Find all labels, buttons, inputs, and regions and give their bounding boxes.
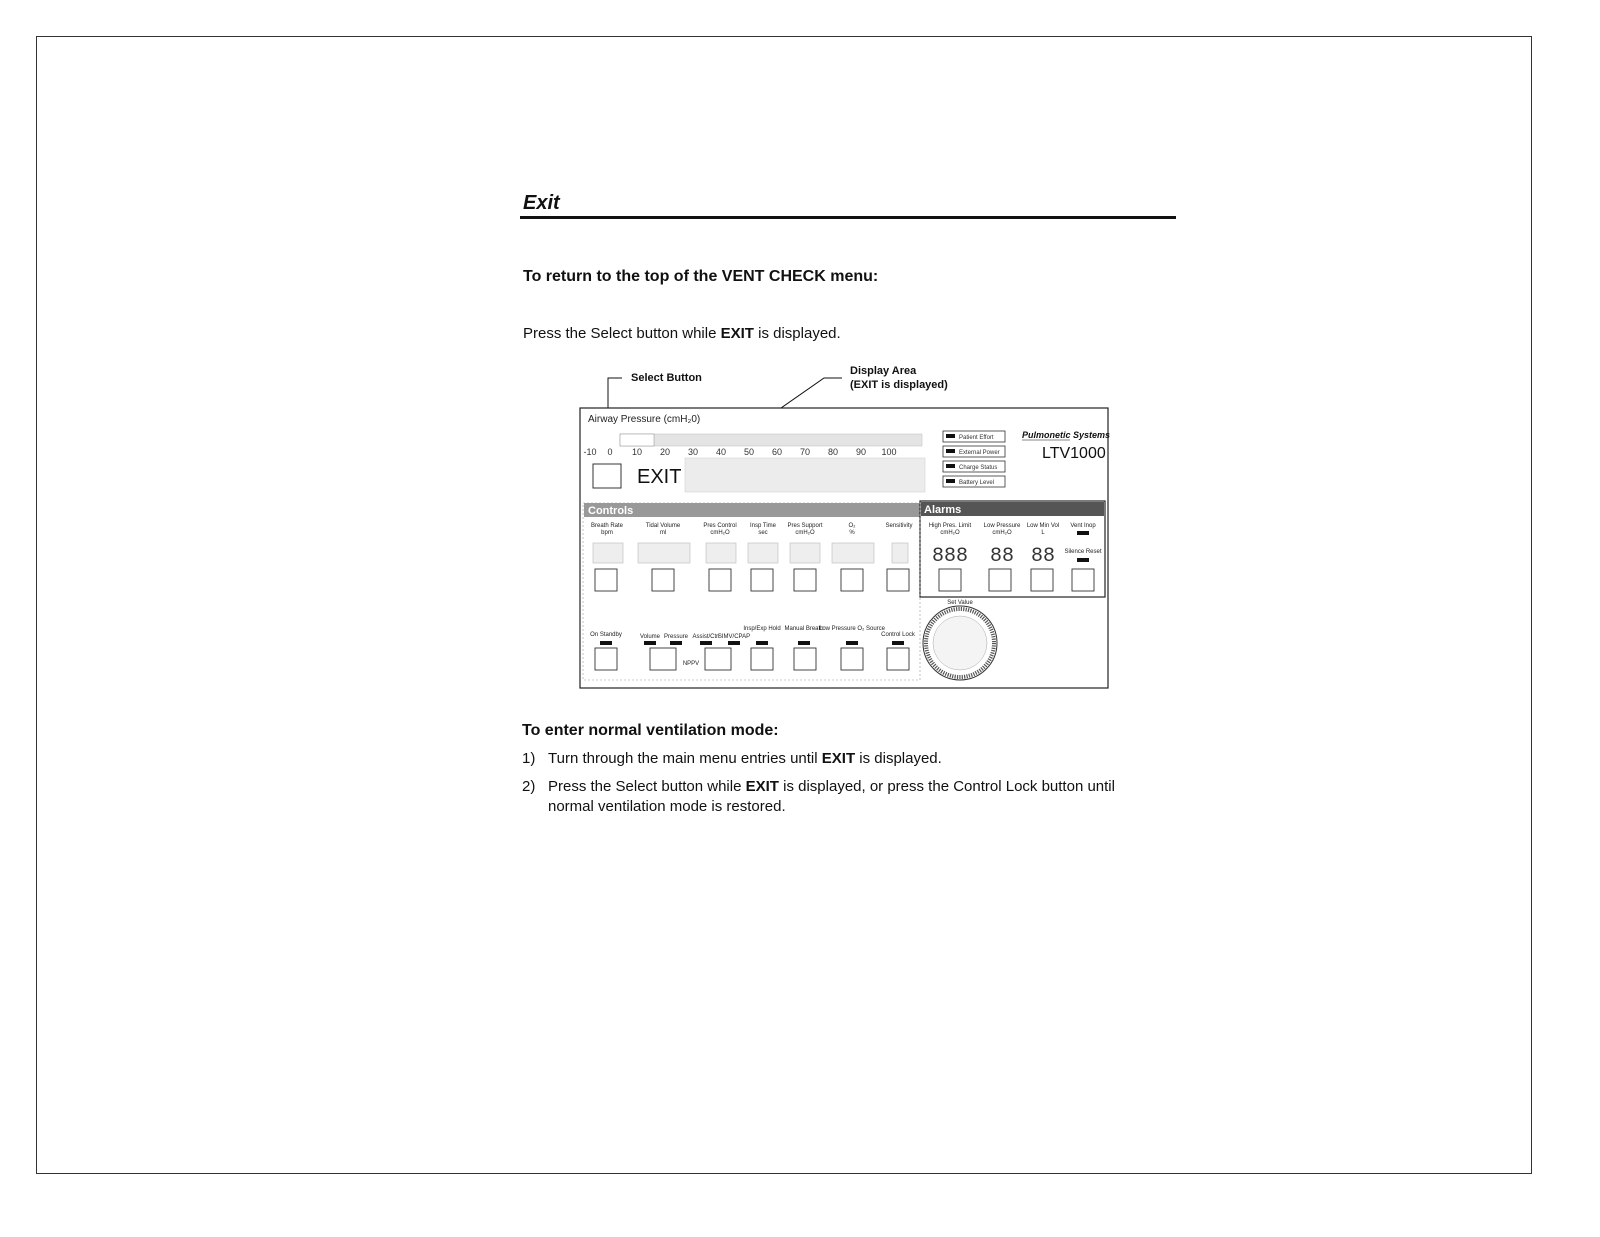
scale-tick-label: 60 bbox=[771, 447, 783, 457]
bottom-label: Manual Breath bbox=[784, 626, 824, 632]
alarm-digits: 88 bbox=[1030, 545, 1056, 568]
alarm-unit: cmH₂O bbox=[940, 530, 960, 536]
bottom-label: Pressure bbox=[663, 634, 689, 640]
control-button bbox=[652, 569, 674, 591]
control-button bbox=[841, 569, 863, 591]
normal-mode-steps bbox=[522, 749, 1162, 825]
control-unit: sec bbox=[758, 530, 768, 536]
control-label: Tidal Volume bbox=[645, 523, 681, 529]
alarm-label: Low Min Vol bbox=[1026, 523, 1060, 529]
step-number: 1) bbox=[522, 750, 536, 767]
bottom-button bbox=[841, 648, 863, 670]
airway-pressure-label: Airway Pressure (cmH₂0) bbox=[588, 414, 701, 425]
bottom-button bbox=[650, 648, 676, 670]
control-label: Pres Support bbox=[787, 523, 823, 529]
scale-tick-label: 0 bbox=[607, 447, 613, 457]
alarm-label: Low Pressure bbox=[983, 523, 1021, 529]
alarm-button bbox=[1031, 569, 1053, 591]
indicator-label: Charge Status bbox=[959, 465, 998, 471]
bottom-label: Assist/Ctrl bbox=[692, 634, 720, 640]
select-button bbox=[593, 464, 621, 488]
control-button bbox=[595, 569, 617, 591]
step-number: 2) bbox=[522, 778, 536, 795]
bottom-button bbox=[595, 648, 617, 670]
bottom-label: Insp/Exp Hold bbox=[743, 626, 781, 632]
bottom-label: Volume bbox=[639, 634, 661, 640]
alarm-button bbox=[989, 569, 1011, 591]
bottom-button bbox=[705, 648, 731, 670]
step-text: Turn through the main menu entries until EXIT is displayed. bbox=[548, 750, 942, 767]
bottom-button bbox=[751, 648, 773, 670]
controls-header: Controls bbox=[588, 505, 634, 517]
alarm-unit: L bbox=[1041, 530, 1045, 536]
scale-tick-label: 30 bbox=[687, 447, 699, 457]
bottom-label: Low Pressure O₂ Source bbox=[818, 626, 886, 632]
bottom-label: NPPV bbox=[682, 661, 700, 667]
vent-inop-label: Vent Inop bbox=[1070, 523, 1096, 529]
control-button bbox=[709, 569, 731, 591]
bottom-label: SIMV/CPAP bbox=[717, 634, 751, 640]
control-unit: ml bbox=[659, 530, 667, 536]
bottom-button bbox=[887, 648, 909, 670]
control-unit: bpm bbox=[601, 530, 613, 536]
ventilator-front-panel-diagram bbox=[560, 360, 1120, 695]
scale-tick-label: 50 bbox=[743, 447, 755, 457]
control-unit: cmH₂O bbox=[710, 530, 730, 536]
alarm-button bbox=[939, 569, 961, 591]
silence-reset-label: Silence Reset bbox=[1064, 549, 1102, 555]
alarm-digits: 88 bbox=[989, 545, 1015, 568]
control-button bbox=[751, 569, 773, 591]
return-heading: To return to the top of the VENT CHECK menu: bbox=[523, 268, 879, 285]
return-instruction: Press the Select button while EXIT is displayed. bbox=[523, 325, 841, 342]
step-item bbox=[522, 777, 1162, 817]
control-button bbox=[794, 569, 816, 591]
normal-mode-heading: To enter normal ventilation mode: bbox=[522, 722, 779, 739]
scale-tick-label: 70 bbox=[799, 447, 811, 457]
scale-tick-label: 20 bbox=[659, 447, 671, 457]
bottom-label: On Standby bbox=[590, 632, 622, 638]
set-value-label: Set Value bbox=[947, 600, 973, 606]
step-text: Press the Select button while EXIT is displayed, or press the Control Lock button until normal ventilation mode is restored. bbox=[548, 778, 1115, 815]
bottom-label: Control Lock bbox=[881, 632, 915, 638]
control-label: Sensitivity bbox=[885, 523, 913, 529]
scale-tick-label: 10 bbox=[631, 447, 643, 457]
control-unit: % bbox=[849, 530, 855, 536]
alarm-unit: cmH₂O bbox=[992, 530, 1012, 536]
title-rule bbox=[520, 216, 1176, 219]
scale-tick-label: 100 bbox=[881, 447, 897, 457]
control-label: Insp Time bbox=[749, 523, 777, 529]
control-label: Breath Rate bbox=[590, 523, 624, 529]
section-title: Exit bbox=[523, 192, 560, 214]
scale-tick-label: 80 bbox=[827, 447, 839, 457]
scale-tick-label: 40 bbox=[715, 447, 727, 457]
display-area-callout: Display Area bbox=[850, 365, 917, 377]
indicator-label: Battery Level bbox=[959, 480, 995, 486]
model-name: LTV1000 bbox=[1042, 445, 1106, 462]
control-label: O₂ bbox=[848, 523, 856, 529]
scale-tick-label: -10 bbox=[583, 447, 597, 457]
display-exit: EXIT bbox=[637, 466, 682, 488]
control-button bbox=[887, 569, 909, 591]
scale-tick-label: 90 bbox=[855, 447, 867, 457]
alarm-label: High Pres. Limit bbox=[928, 523, 972, 529]
control-unit: cmH₂O bbox=[795, 530, 815, 536]
display-area-callout-note: (EXIT is displayed) bbox=[850, 379, 948, 391]
alarms-header: Alarms bbox=[924, 504, 962, 516]
step-item bbox=[522, 749, 1162, 769]
alarm-button bbox=[1072, 569, 1094, 591]
control-label: Pres Control bbox=[703, 523, 737, 529]
select-button-callout: Select Button bbox=[631, 372, 702, 384]
brand-name: Pulmonetic Systems bbox=[1022, 430, 1111, 440]
indicator-label: External Power bbox=[959, 450, 1000, 456]
bottom-button bbox=[794, 648, 816, 670]
indicator-label: Patient Effort bbox=[959, 435, 994, 441]
alarm-digits: 888 bbox=[931, 545, 969, 568]
